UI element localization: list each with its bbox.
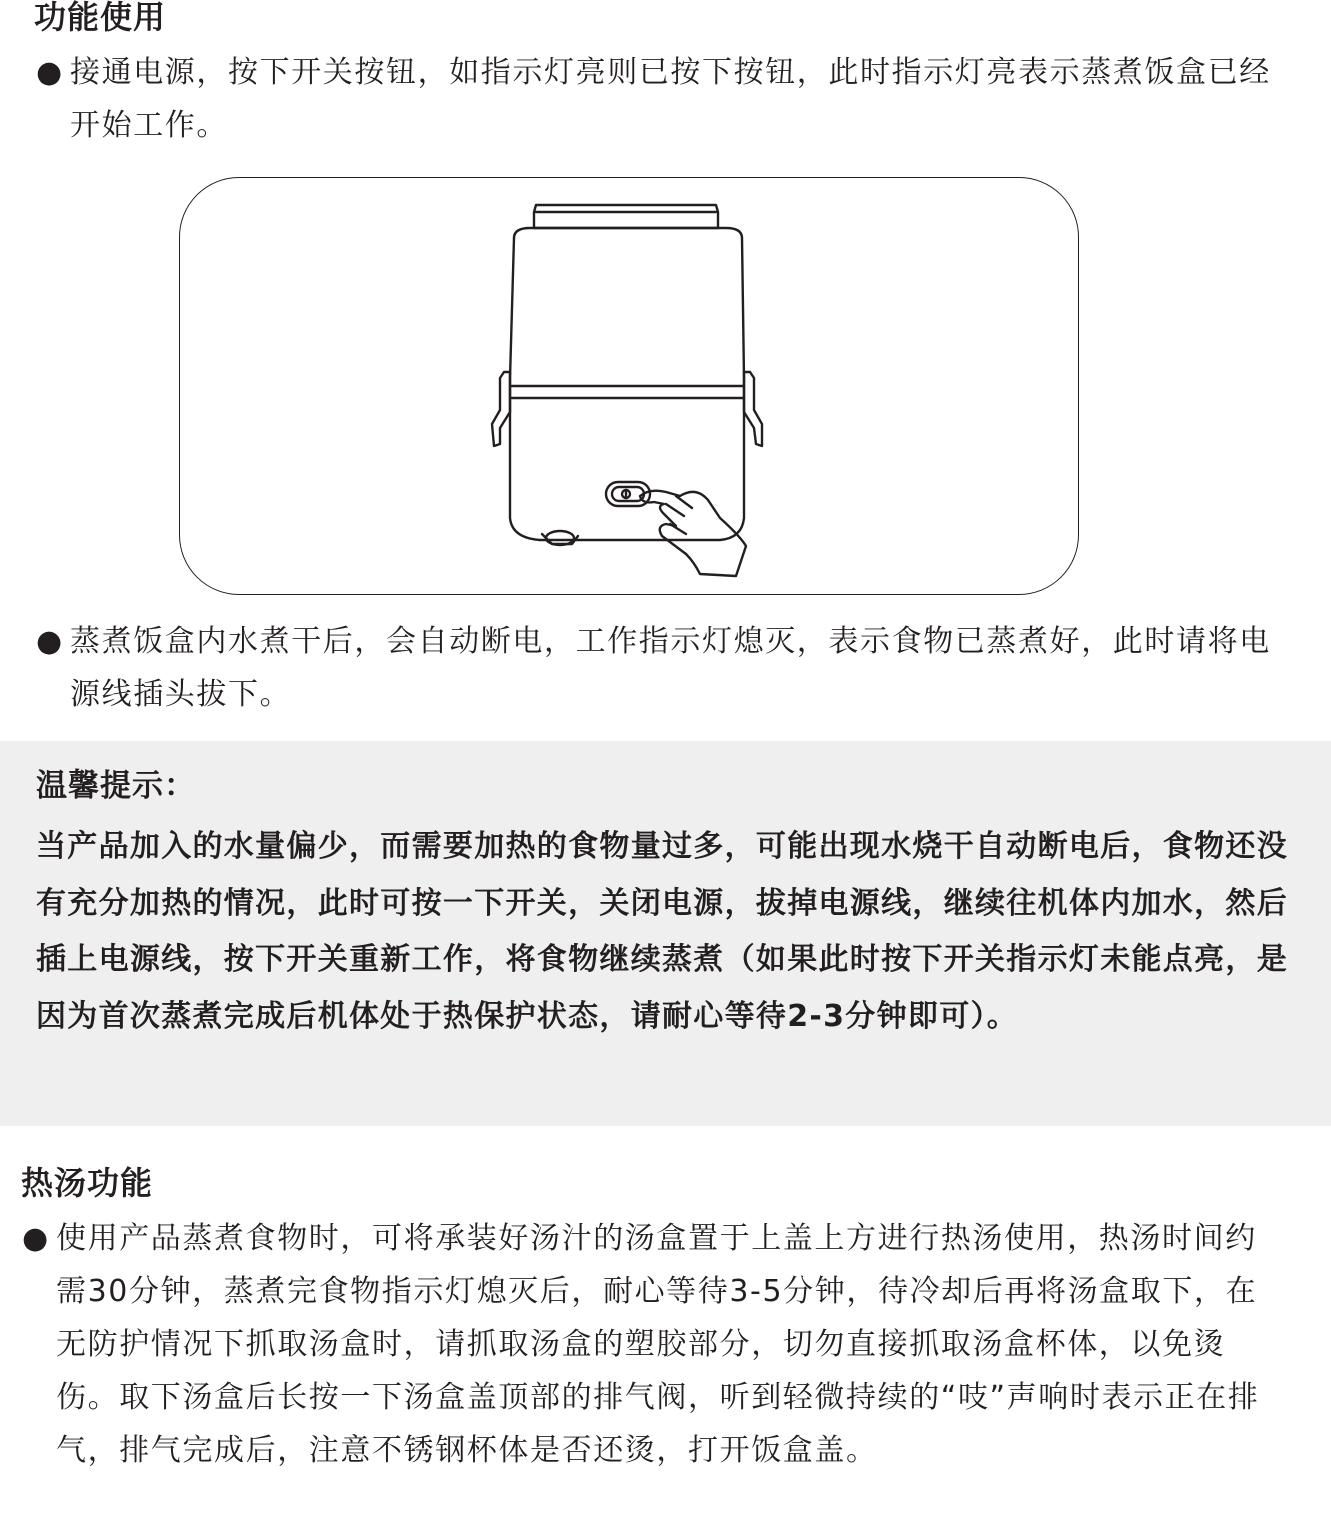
warm-tip-body: 当产品加入的水量偏少，而需要加热的食物量过多，可能出现水烧干自动断电后，食物还没有充分加热的情况，此时可按一下开关，关闭电源，拔掉电源线，继续往机体内加水，然后插上电源线，按下开关重新工作，将食物继续蒸煮（如果此时按下开关指示灯未能点亮，是因为首次蒸煮完成后机体处于热保护状态，请耐心等待2-3分钟即可）。 (36, 829, 1288, 1034)
lid-collar (514, 228, 742, 238)
bullet-text: 使用产品蒸煮食物时，可将承装好汤汁的汤盒置于上盖上方进行热汤使用，热汤时间约需30分钟，蒸煮完食物指示灯熄灭后，耐心等待3-5分钟，待冷却后再将汤盒取下，在无防护情况下抓取汤盒时，请抓取汤盒的塑胶部分，切勿直接抓取汤盒杯体，以免烫伤。取下汤盒后长按一下汤盒盖顶部的排气阀，听到轻微持续的“吱”声响时表示正在排气，排气完成后，注意不锈钢杯体是否还烫，打开饭盒盖。 (56, 1221, 1260, 1468)
right-clip (744, 372, 762, 446)
hand-outline (640, 491, 746, 576)
bullet-text: 接通电源，按下开关按钮，如指示灯亮则已按下按钮，此时指示灯亮表示蒸煮饭盒已经开始工作。 (70, 55, 1271, 143)
warm-tip-panel (0, 741, 1331, 1126)
bullet-dot: ● (36, 55, 64, 90)
left-clip (492, 372, 510, 446)
bullet-text: 蒸煮饭盒内水煮干后，会自动断电，工作指示灯熄灭，表示食物已蒸煮好，此时请将电源线插头拔下。 (70, 624, 1271, 712)
warm-tip-title: 温馨提示： (36, 768, 196, 804)
section-title-function-use: 功能使用 (34, 0, 167, 36)
bullet-power-on (36, 46, 1302, 152)
bullet-auto-shutoff (36, 615, 1302, 721)
lid-cap-outline (534, 205, 718, 228)
bullet-dot: ● (36, 624, 64, 659)
lunch-box-hand-pressing-switch-icon (180, 178, 1079, 595)
bullet-hot-soup (22, 1212, 1288, 1477)
bullet-dot: ● (22, 1221, 50, 1256)
section-title-hot-soup: 热汤功能 (21, 1164, 154, 1202)
product-illustration-frame (179, 177, 1079, 595)
